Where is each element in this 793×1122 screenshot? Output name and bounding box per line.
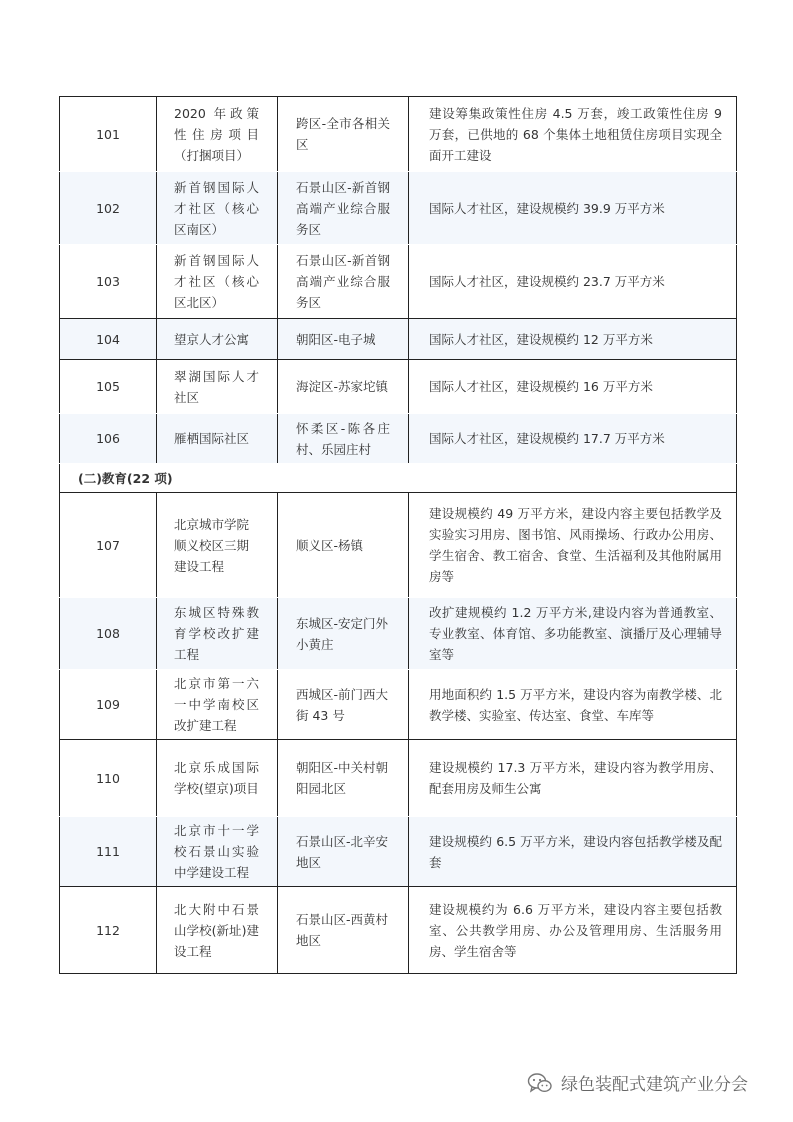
project-location: 东城区-安定门外小黄庄 bbox=[278, 598, 409, 670]
project-location: 石景山区-北辛安地区 bbox=[278, 817, 409, 887]
project-description: 用地面积约 1.5 万平方米，建设内容为南教学楼、北教学楼、实验室、传达室、食堂、车库等 bbox=[409, 670, 737, 740]
project-name: 北大附中石景山学校(新址)建设工程 bbox=[157, 887, 278, 974]
table-row bbox=[60, 414, 737, 464]
table-row bbox=[60, 245, 737, 319]
project-name: 2020 年政策性住房项目（打捆项目） bbox=[157, 97, 278, 172]
project-location: 西城区-前门西大街 43 号 bbox=[278, 670, 409, 740]
project-name: 北京乐成国际学校(望京)项目 bbox=[157, 740, 278, 817]
table-row bbox=[60, 740, 737, 817]
row-number: 112 bbox=[60, 887, 157, 974]
wechat-icon bbox=[527, 1072, 553, 1094]
table-row bbox=[60, 887, 737, 974]
table-row bbox=[60, 360, 737, 414]
project-description: 建设筹集政策性住房 4.5 万套，竣工政策性住房 9 万套，已供地的 68 个集体土地租赁住房项目实现全面开工建设 bbox=[409, 97, 737, 172]
project-name: 翠湖国际人才社区 bbox=[157, 360, 278, 414]
table-row bbox=[60, 97, 737, 172]
project-name: 望京人才公寓 bbox=[157, 319, 278, 360]
project-name: 北京市第一六一中学南校区改扩建工程 bbox=[157, 670, 278, 740]
project-location: 朝阳区-电子城 bbox=[278, 319, 409, 360]
watermark bbox=[527, 1070, 748, 1095]
row-number: 109 bbox=[60, 670, 157, 740]
project-name: 雁栖国际社区 bbox=[157, 414, 278, 464]
project-description: 国际人才社区，建设规模约 17.7 万平方米 bbox=[409, 414, 737, 464]
project-description: 建设规模约 49 万平方米，建设内容主要包括教学及实验实习用房、图书馆、风雨操场、行政办公用房、学生宿舍、教工宿舍、食堂、生活福利及其他附属用房等 bbox=[409, 493, 737, 598]
project-name: 新首钢国际人才社区（核心区南区） bbox=[157, 172, 278, 245]
project-description: 建设规模约为 6.6 万平方米，建设内容主要包括教室、公共教学用房、办公及管理用房、生活服务用房、学生宿舍等 bbox=[409, 887, 737, 974]
row-number: 107 bbox=[60, 493, 157, 598]
row-number: 103 bbox=[60, 245, 157, 319]
section-header-row bbox=[60, 464, 737, 493]
project-table bbox=[59, 96, 737, 974]
project-description: 改扩建规模约 1.2 万平方米,建设内容为普通教室、专业教室、体育馆、多功能教室、演播厅及心理辅导室等 bbox=[409, 598, 737, 670]
section-title: (二)教育(22 项) bbox=[60, 464, 737, 493]
project-location: 海淀区-苏家坨镇 bbox=[278, 360, 409, 414]
project-location: 朝阳区-中关村朝阳园北区 bbox=[278, 740, 409, 817]
row-number: 110 bbox=[60, 740, 157, 817]
row-number: 106 bbox=[60, 414, 157, 464]
project-description: 国际人才社区，建设规模约 23.7 万平方米 bbox=[409, 245, 737, 319]
project-location: 怀柔区-陈各庄村、乐园庄村 bbox=[278, 414, 409, 464]
table-row bbox=[60, 319, 737, 360]
table-row bbox=[60, 493, 737, 598]
project-description: 国际人才社区，建设规模约 12 万平方米 bbox=[409, 319, 737, 360]
project-description: 国际人才社区，建设规模约 16 万平方米 bbox=[409, 360, 737, 414]
project-name: 北京城市学院顺义校区三期建设工程 bbox=[157, 493, 278, 598]
table-row bbox=[60, 817, 737, 887]
project-location: 石景山区-西黄村地区 bbox=[278, 887, 409, 974]
project-location: 跨区-全市各相关区 bbox=[278, 97, 409, 172]
project-name: 东城区特殊教育学校改扩建工程 bbox=[157, 598, 278, 670]
watermark-text: 绿色装配式建筑产业分会 bbox=[561, 1075, 748, 1095]
project-description: 建设规模约 6.5 万平方米，建设内容包括教学楼及配套 bbox=[409, 817, 737, 887]
row-number: 101 bbox=[60, 97, 157, 172]
row-number: 102 bbox=[60, 172, 157, 245]
row-number: 105 bbox=[60, 360, 157, 414]
project-name: 新首钢国际人才社区（核心区北区） bbox=[157, 245, 278, 319]
table-row bbox=[60, 172, 737, 245]
row-number: 104 bbox=[60, 319, 157, 360]
project-description: 建设规模约 17.3 万平方米，建设内容为教学用房、配套用房及师生公寓 bbox=[409, 740, 737, 817]
table-row bbox=[60, 598, 737, 670]
project-name: 北京市十一学校石景山实验中学建设工程 bbox=[157, 817, 278, 887]
project-location: 石景山区-新首钢高端产业综合服务区 bbox=[278, 245, 409, 319]
row-number: 111 bbox=[60, 817, 157, 887]
project-location: 石景山区-新首钢高端产业综合服务区 bbox=[278, 172, 409, 245]
project-location: 顺义区-杨镇 bbox=[278, 493, 409, 598]
project-description: 国际人才社区，建设规模约 39.9 万平方米 bbox=[409, 172, 737, 245]
row-number: 108 bbox=[60, 598, 157, 670]
table-row bbox=[60, 670, 737, 740]
